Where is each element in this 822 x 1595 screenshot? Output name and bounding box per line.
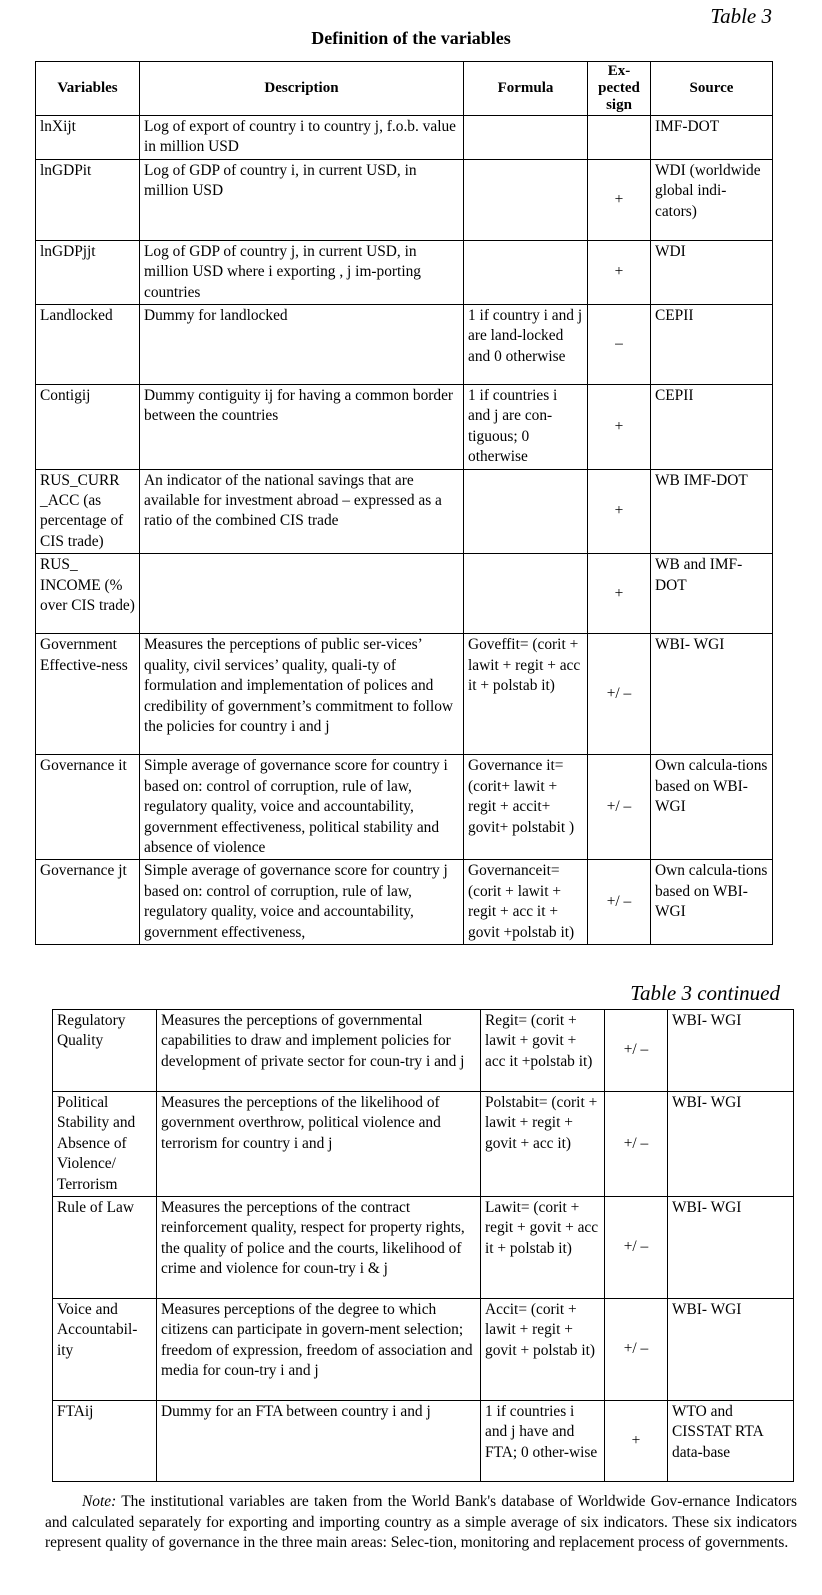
variable-cell: Government Effective-ness xyxy=(36,634,140,755)
variable-cell: Regulatory Quality xyxy=(53,1010,157,1092)
source-cell: WBI- WGI xyxy=(668,1010,794,1092)
description-cell: Log of GDP of country i, in current USD, in million USD xyxy=(140,159,464,240)
source-cell: WTO and CISSTAT RTA data-base xyxy=(668,1401,794,1482)
header-row xyxy=(36,62,773,116)
table-row xyxy=(36,116,773,160)
table-row xyxy=(36,240,773,304)
variable-cell: lnGDPit xyxy=(36,159,140,240)
table-row xyxy=(36,554,773,634)
expected-sign-cell: +/ – xyxy=(605,1299,668,1401)
formula-cell: Polstabit= (corit + lawit + regit + govit + acc it) xyxy=(481,1092,605,1197)
expected-sign-cell: +/ – xyxy=(605,1010,668,1092)
table-row xyxy=(36,159,773,240)
expected-sign-cell: +/ – xyxy=(588,634,651,755)
table-label: Table 3 xyxy=(710,4,772,28)
description-cell: Log of export of country i to country j, f.o.b. value in million USD xyxy=(140,116,464,160)
continued-label: Table 3 continued xyxy=(630,981,780,1005)
table-note xyxy=(45,1492,797,1554)
variable-cell: lnXijt xyxy=(36,116,140,160)
description-cell: Measures the perceptions of the likelihood of government overthrow, political violence and terrorism for country i and j xyxy=(157,1092,481,1197)
expected-sign-cell: + xyxy=(588,240,651,304)
formula-cell: 1 if countries i and j have and FTA; 0 other-wise xyxy=(481,1401,605,1482)
source-cell: Own calcula-tions based on WBI-WGI xyxy=(651,755,773,860)
table-row xyxy=(53,1401,794,1482)
source-cell: WDI (worldwide global indi-cators) xyxy=(651,159,773,240)
variable-cell: Landlocked xyxy=(36,305,140,385)
formula-cell xyxy=(464,469,588,554)
table-row xyxy=(53,1010,794,1092)
note-label: Note: xyxy=(82,1493,117,1510)
description-cell: Measures the perceptions of governmental capabilities to draw and implement policies for development of private sector for coun-try i and j xyxy=(157,1010,481,1092)
table-row xyxy=(53,1092,794,1197)
source-cell: WBI- WGI xyxy=(668,1092,794,1197)
source-cell: Own calcula-tions based on WBI-WGI xyxy=(651,860,773,945)
variables-table-continued xyxy=(52,1009,794,1482)
description-cell: Dummy contiguity ij for having a common border between the countries xyxy=(140,385,464,470)
table-row xyxy=(36,755,773,860)
formula-cell xyxy=(464,554,588,634)
source-cell: IMF-DOT xyxy=(651,116,773,160)
expected-sign-cell: – xyxy=(588,305,651,385)
table-row xyxy=(53,1197,794,1299)
source-cell: CEPII xyxy=(651,305,773,385)
source-cell: WBI- WGI xyxy=(668,1299,794,1401)
formula-cell: 1 if country i and j are land-locked and 0 otherwise xyxy=(464,305,588,385)
source-cell: CEPII xyxy=(651,385,773,470)
description-cell: An indicator of the national savings that are available for investment abroad – expressed as a ratio of the combined CIS trade xyxy=(140,469,464,554)
description-cell: Measures the perceptions of the contract reinforcement quality, respect for property rights, the quality of police and the courts, likelihood of crime and violence for coun-try i & j xyxy=(157,1197,481,1299)
formula-cell: Accit= (corit + lawit + regit + govit + polstab it) xyxy=(481,1299,605,1401)
description-cell: Dummy for an FTA between country i and j xyxy=(157,1401,481,1482)
table-row xyxy=(36,305,773,385)
header-formula: Formula xyxy=(464,62,588,116)
variable-cell: Political Stability and Absence of Violence/ Terrorism xyxy=(53,1092,157,1197)
source-cell: WDI xyxy=(651,240,773,304)
expected-sign-cell: + xyxy=(588,554,651,634)
table-row xyxy=(36,469,773,554)
header-source: Source xyxy=(651,62,773,116)
description-cell: Measures perceptions of the degree to which citizens can participate in govern-ment selection; freedom of expression, freedom of association and media for coun-try i and j xyxy=(157,1299,481,1401)
variable-cell: lnGDPjjt xyxy=(36,240,140,304)
table-row xyxy=(53,1299,794,1401)
description-cell: Log of GDP of country j, in current USD, in million USD where i exporting , j im-porting countries xyxy=(140,240,464,304)
description-cell: Measures the perceptions of public ser-vices’ quality, civil services’ quality, quali-ty of formulation and implementation of polices and credibility of government’s commitment to follow the policies for country i and j xyxy=(140,634,464,755)
expected-sign-cell: +/ – xyxy=(588,860,651,945)
formula-cell: Regit= (corit + lawit + govit + acc it +polstab it) xyxy=(481,1010,605,1092)
note-text: The institutional variables are taken from the World Bank's database of Worldwide Gov-ernance Indicators and calculated separately for exporting and importing country as a simple average of six indicators. These six indicators represent quality of governance in the three main areas: Selec-tion, monitoring and replacement process of governments. xyxy=(45,1493,797,1552)
source-cell: WBI- WGI xyxy=(668,1197,794,1299)
expected-sign-cell: +/ – xyxy=(605,1197,668,1299)
variable-cell: Voice and Accountabil-ity xyxy=(53,1299,157,1401)
expected-sign-cell xyxy=(588,116,651,160)
header-variables: Variables xyxy=(36,62,140,116)
source-cell: WB IMF-DOT xyxy=(651,469,773,554)
variables-table xyxy=(35,61,773,945)
formula-cell: Goveffit= (corit + lawit + regit + acc it + polstab it) xyxy=(464,634,588,755)
variable-cell: Rule of Law xyxy=(53,1197,157,1299)
expected-sign-cell: + xyxy=(605,1401,668,1482)
variable-cell: RUS_ INCOME (% over CIS trade) xyxy=(36,554,140,634)
formula-cell: Governanceit= (corit + lawit + regit + acc it + govit +polstab it) xyxy=(464,860,588,945)
formula-cell: 1 if countries i and j are con-tiguous; 0 otherwise xyxy=(464,385,588,470)
formula-cell: Governance it= (corit+ lawit + regit + accit+ govit+ polstabit ) xyxy=(464,755,588,860)
variable-cell: Governance it xyxy=(36,755,140,860)
formula-cell xyxy=(464,159,588,240)
variable-cell: FTAij xyxy=(53,1401,157,1482)
source-cell: WBI- WGI xyxy=(651,634,773,755)
variable-cell: Contigij xyxy=(36,385,140,470)
source-cell: WB and IMF-DOT xyxy=(651,554,773,634)
table-row xyxy=(36,385,773,470)
description-cell: Simple average of governance score for country j based on: control of corruption, rule of law, regulatory quality, voice and accountability, government effectiveness, xyxy=(140,860,464,945)
formula-cell xyxy=(464,116,588,160)
description-cell: Simple average of governance score for country i based on: control of corruption, rule of law, regulatory quality, voice and accountability, government effectiveness, political stability and absence of violence xyxy=(140,755,464,860)
expected-sign-cell: +/ – xyxy=(605,1092,668,1197)
header-expected-sign: Ex- pected sign xyxy=(588,62,651,116)
table-row xyxy=(36,860,773,945)
formula-cell xyxy=(464,240,588,304)
formula-cell: Lawit= (corit + regit + govit + acc it + polstab it) xyxy=(481,1197,605,1299)
expected-sign-cell: + xyxy=(588,159,651,240)
variable-cell: RUS_CURR _ACC (as percentage of CIS trade) xyxy=(36,469,140,554)
variable-cell: Governance jt xyxy=(36,860,140,945)
expected-sign-cell: +/ – xyxy=(588,755,651,860)
expected-sign-cell: + xyxy=(588,385,651,470)
description-cell xyxy=(140,554,464,634)
description-cell: Dummy for landlocked xyxy=(140,305,464,385)
table-title: Definition of the variables xyxy=(311,28,511,48)
expected-sign-cell: + xyxy=(588,469,651,554)
table-row xyxy=(36,634,773,755)
header-description: Description xyxy=(140,62,464,116)
